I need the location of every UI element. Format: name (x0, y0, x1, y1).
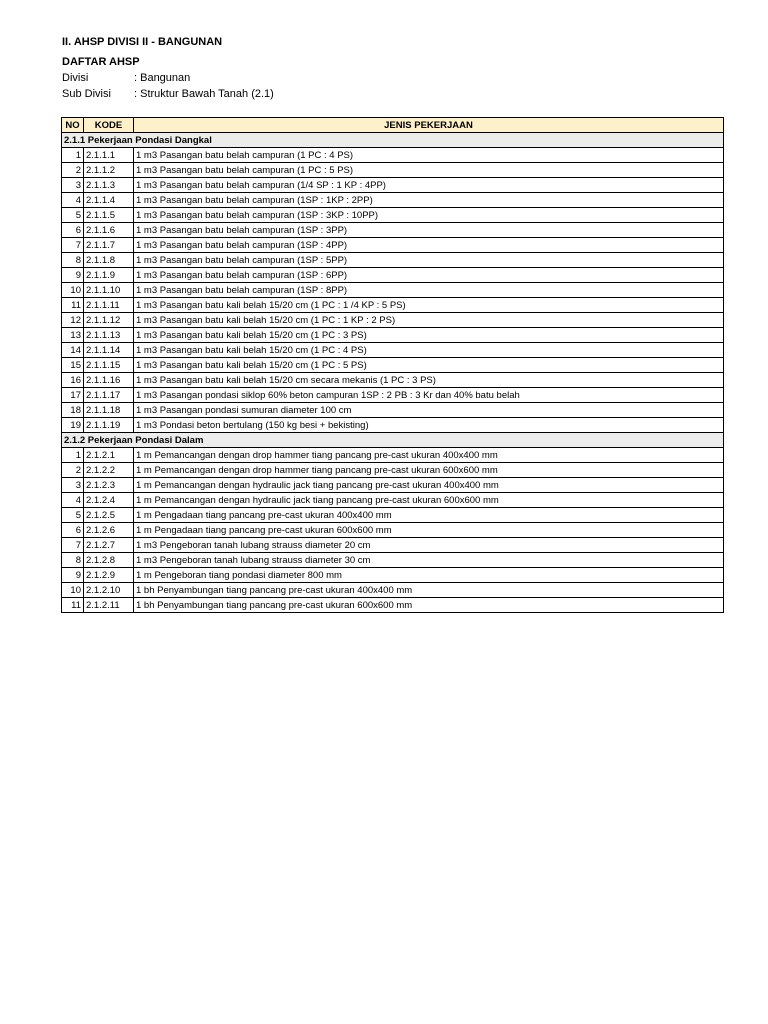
table-row (62, 148, 724, 163)
divisi-line (62, 72, 190, 84)
jenis-cell: 1 m Pemancangan dengan hydraulic jack tiang pancang pre-cast ukuran 400x400 mm (134, 478, 724, 493)
kode-cell: 2.1.2.1 (84, 448, 134, 463)
kode-cell: 2.1.1.19 (84, 418, 134, 433)
table-row (62, 583, 724, 598)
no-cell: 14 (62, 343, 84, 358)
jenis-cell: 1 m3 Pasangan batu belah campuran (1SP : 1KP : 2PP) (134, 193, 724, 208)
section-row (62, 133, 724, 148)
no-cell: 4 (62, 493, 84, 508)
table-row (62, 343, 724, 358)
no-cell: 2 (62, 163, 84, 178)
jenis-cell: 1 m3 Pasangan pondasi sumuran diameter 100 cm (134, 403, 724, 418)
kode-cell: 2.1.2.8 (84, 553, 134, 568)
table-row (62, 163, 724, 178)
jenis-cell: 1 m Pengadaan tiang pancang pre-cast ukuran 600x600 mm (134, 523, 724, 538)
jenis-cell: 1 m3 Pasangan batu belah campuran (1 PC : 4 PS) (134, 148, 724, 163)
table-row (62, 223, 724, 238)
no-cell: 12 (62, 313, 84, 328)
kode-cell: 2.1.1.6 (84, 223, 134, 238)
no-cell: 8 (62, 253, 84, 268)
table-row (62, 328, 724, 343)
no-cell: 8 (62, 553, 84, 568)
jenis-cell: 1 bh Penyambungan tiang pancang pre-cast ukuran 600x600 mm (134, 598, 724, 613)
kode-cell: 2.1.2.7 (84, 538, 134, 553)
jenis-cell: 1 m3 Pasangan batu kali belah 15/20 cm (1 PC : 4 PS) (134, 343, 724, 358)
jenis-cell: 1 m3 Pasangan batu kali belah 15/20 cm (1 PC : 5 PS) (134, 358, 724, 373)
divisi-label: Divisi (62, 72, 89, 84)
jenis-cell: 1 m3 Pasangan batu belah campuran (1SP : 6PP) (134, 268, 724, 283)
table-row (62, 283, 724, 298)
jenis-cell: 1 m3 Pengeboran tanah lubang strauss diameter 30 cm (134, 553, 724, 568)
no-cell: 9 (62, 268, 84, 283)
no-cell: 1 (62, 448, 84, 463)
kode-cell: 2.1.2.4 (84, 493, 134, 508)
table-row (62, 313, 724, 328)
table-header-row (62, 118, 724, 133)
jenis-cell: 1 m3 Pasangan batu belah campuran (1SP : 8PP) (134, 283, 724, 298)
jenis-cell: 1 m3 Pasangan batu belah campuran (1/4 SP : 1 KP : 4PP) (134, 178, 724, 193)
jenis-cell: 1 m Pengeboran tiang pondasi diameter 800 mm (134, 568, 724, 583)
document-subtitle: DAFTAR AHSP (62, 56, 140, 68)
kode-cell: 2.1.2.2 (84, 463, 134, 478)
kode-cell: 2.1.1.18 (84, 403, 134, 418)
table-row (62, 568, 724, 583)
jenis-cell: 1 bh Penyambungan tiang pancang pre-cast ukuran 400x400 mm (134, 583, 724, 598)
kode-cell: 2.1.2.3 (84, 478, 134, 493)
no-cell: 5 (62, 508, 84, 523)
no-cell: 16 (62, 373, 84, 388)
no-cell: 19 (62, 418, 84, 433)
kode-cell: 2.1.1.2 (84, 163, 134, 178)
kode-cell: 2.1.1.16 (84, 373, 134, 388)
jenis-cell: 1 m Pemancangan dengan drop hammer tiang pancang pre-cast ukuran 600x600 mm (134, 463, 724, 478)
no-cell: 1 (62, 148, 84, 163)
table-row (62, 373, 724, 388)
no-cell: 3 (62, 478, 84, 493)
section-title: 2.1.2 Pekerjaan Pondasi Dalam (62, 433, 724, 448)
kode-cell: 2.1.1.9 (84, 268, 134, 283)
kode-cell: 2.1.1.7 (84, 238, 134, 253)
no-cell: 2 (62, 463, 84, 478)
no-cell: 9 (62, 568, 84, 583)
no-cell: 11 (62, 598, 84, 613)
no-cell: 10 (62, 583, 84, 598)
document-title: II. AHSP DIVISI II - BANGUNAN (62, 36, 223, 48)
no-cell: 17 (62, 388, 84, 403)
kode-cell: 2.1.1.10 (84, 283, 134, 298)
section-title: 2.1.1 Pekerjaan Pondasi Dangkal (62, 133, 724, 148)
kode-cell: 2.1.2.6 (84, 523, 134, 538)
jenis-cell: 1 m3 Pasangan batu kali belah 15/20 cm (1 PC : 3 PS) (134, 328, 724, 343)
table-row (62, 178, 724, 193)
table-row (62, 268, 724, 283)
kode-cell: 2.1.1.1 (84, 148, 134, 163)
table-row (62, 493, 724, 508)
no-cell: 15 (62, 358, 84, 373)
no-cell: 18 (62, 403, 84, 418)
no-cell: 6 (62, 523, 84, 538)
table-row (62, 208, 724, 223)
no-cell: 13 (62, 328, 84, 343)
section-row (62, 433, 724, 448)
jenis-cell: 1 m Pemancangan dengan drop hammer tiang pancang pre-cast ukuran 400x400 mm (134, 448, 724, 463)
jenis-cell: 1 m3 Pasangan batu kali belah 15/20 cm (1 PC : 1 KP : 2 PS) (134, 313, 724, 328)
table-row (62, 508, 724, 523)
jenis-cell: 1 m3 Pasangan batu belah campuran (1SP : 4PP) (134, 238, 724, 253)
table-row (62, 448, 724, 463)
jenis-cell: 1 m Pemancangan dengan hydraulic jack tiang pancang pre-cast ukuran 600x600 mm (134, 493, 724, 508)
table-row (62, 403, 724, 418)
no-cell: 7 (62, 238, 84, 253)
table-row (62, 193, 724, 208)
jenis-cell: 1 m3 Pondasi beton bertulang (150 kg besi + bekisting) (134, 418, 724, 433)
kode-cell: 2.1.1.5 (84, 208, 134, 223)
no-cell: 7 (62, 538, 84, 553)
kode-cell: 2.1.1.12 (84, 313, 134, 328)
table-row (62, 538, 724, 553)
jenis-cell: 1 m3 Pasangan batu kali belah 15/20 cm secara mekanis (1 PC : 3 PS) (134, 373, 724, 388)
no-cell: 11 (62, 298, 84, 313)
table-row (62, 238, 724, 253)
table-row (62, 463, 724, 478)
kode-cell: 2.1.1.13 (84, 328, 134, 343)
jenis-cell: 1 m3 Pengeboran tanah lubang strauss diameter 20 cm (134, 538, 724, 553)
table-row (62, 418, 724, 433)
subdivisi-line (62, 88, 274, 100)
kode-cell: 2.1.1.8 (84, 253, 134, 268)
subdivisi-label: Sub Divisi (62, 88, 111, 100)
table-row (62, 298, 724, 313)
kode-cell: 2.1.1.3 (84, 178, 134, 193)
header-no: NO (62, 118, 84, 133)
table-row (62, 388, 724, 403)
table-row (62, 253, 724, 268)
kode-cell: 2.1.2.10 (84, 583, 134, 598)
header-kode: KODE (84, 118, 134, 133)
jenis-cell: 1 m3 Pasangan batu belah campuran (1SP : 3PP) (134, 223, 724, 238)
jenis-cell: 1 m3 Pasangan batu belah campuran (1SP : 5PP) (134, 253, 724, 268)
jenis-cell: 1 m Pengadaan tiang pancang pre-cast ukuran 400x400 mm (134, 508, 724, 523)
jenis-cell: 1 m3 Pasangan batu kali belah 15/20 cm (1 PC : 1 /4 KP : 5 PS) (134, 298, 724, 313)
table-row (62, 478, 724, 493)
kode-cell: 2.1.1.4 (84, 193, 134, 208)
kode-cell: 2.1.1.11 (84, 298, 134, 313)
table-row (62, 523, 724, 538)
jenis-cell: 1 m3 Pasangan batu belah campuran (1SP : 3KP : 10PP) (134, 208, 724, 223)
table-body (62, 133, 724, 613)
kode-cell: 2.1.2.11 (84, 598, 134, 613)
jenis-cell: 1 m3 Pasangan pondasi siklop 60% beton campuran 1SP : 2 PB : 3 Kr dan 40% batu belah (134, 388, 724, 403)
jenis-cell: 1 m3 Pasangan batu belah campuran (1 PC : 5 PS) (134, 163, 724, 178)
no-cell: 5 (62, 208, 84, 223)
table-row (62, 358, 724, 373)
subdivisi-value: : Struktur Bawah Tanah (2.1) (134, 88, 274, 100)
kode-cell: 2.1.1.17 (84, 388, 134, 403)
no-cell: 4 (62, 193, 84, 208)
no-cell: 6 (62, 223, 84, 238)
table-row (62, 553, 724, 568)
kode-cell: 2.1.1.15 (84, 358, 134, 373)
ahsp-table (61, 117, 724, 613)
no-cell: 3 (62, 178, 84, 193)
no-cell: 10 (62, 283, 84, 298)
kode-cell: 2.1.2.5 (84, 508, 134, 523)
kode-cell: 2.1.1.14 (84, 343, 134, 358)
divisi-value: : Bangunan (134, 72, 191, 84)
header-jenis-pekerjaan: JENIS PEKERJAAN (134, 118, 724, 133)
table-row (62, 598, 724, 613)
kode-cell: 2.1.2.9 (84, 568, 134, 583)
